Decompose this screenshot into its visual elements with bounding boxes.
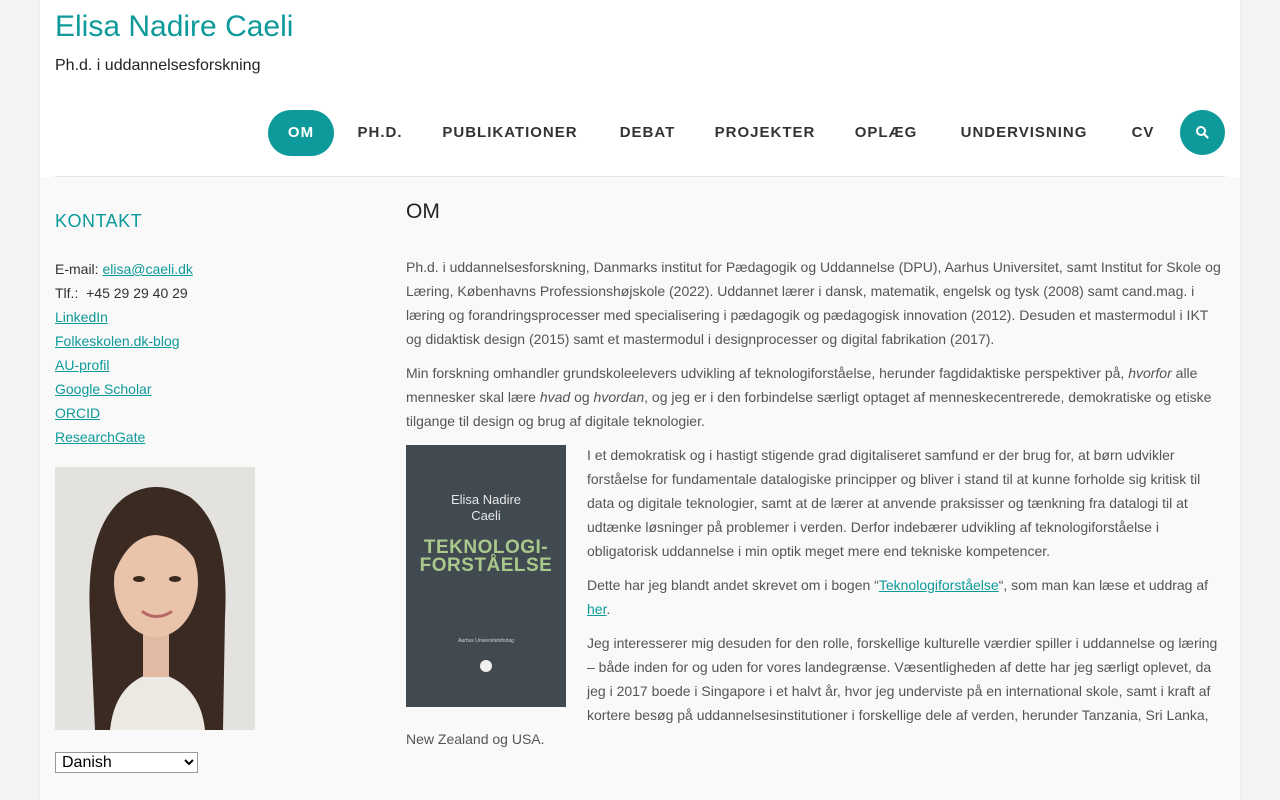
site-description: Ph.d. i uddannelsesforskning	[55, 57, 261, 74]
text-span: Min forskning omhandler grundskoleelevers udvikling af teknologiforståelse, herunder fagdidaktiske perspektiver på,	[406, 365, 1129, 381]
search-button[interactable]	[1180, 110, 1225, 155]
phone-line	[55, 281, 375, 305]
nav-item-phd[interactable]: PH.D.	[357, 124, 403, 141]
email-link[interactable]: elisa@caeli.dk	[102, 261, 193, 277]
book-title-line1: TEKNOLOGI-	[423, 537, 549, 558]
book-title-line2: FORSTÅELSE	[419, 555, 553, 576]
nav-item-publikationer[interactable]: PUBLIKATIONER	[442, 124, 578, 141]
page	[40, 0, 1240, 800]
text-span: alle mennesker skal lære	[406, 365, 1198, 405]
emphasis-hvad: hvad	[539, 389, 571, 405]
nav-item-oplaeg[interactable]: OPLÆG	[854, 124, 918, 141]
page-title: OM	[406, 200, 440, 223]
book-author	[406, 492, 566, 524]
publisher-logo-icon	[480, 660, 492, 672]
emphasis-hvorfor: hvorfor	[1128, 365, 1172, 381]
site-header	[40, 0, 1240, 177]
book-author-line1: Elisa Nadire	[450, 492, 522, 507]
text-span: , og jeg er i den forbindelse særligt optaget af menneskecentrerede, demokratiske og etiske tilgange til design og brug af digitale teknologier.	[406, 389, 1212, 429]
site-title[interactable]: Elisa Nadire Caeli	[55, 10, 294, 43]
phone-label: Tlf.:	[55, 285, 79, 301]
paragraph-culture: Jeg interesserer mig desuden for den rolle, forskellige kulturelle værdier spiller i uddannelse og læring – både inden for og uden for vores landegrænse. Væsentligheden af dette har jeg særligt oplevet, da jeg i 2017 boede i Singapore i et halvt år, hvor jeg underviste på en international skole, samt i kraft af kortere besøg på uddannelsesinstitutioner i forskellige dele af verden, herunder Tanzania, Sri Lanka, New Zealand og USA.	[406, 635, 1218, 747]
book-link[interactable]: Teknologiforståelse	[878, 577, 999, 593]
text-span: og	[570, 389, 594, 405]
contact-widget-title: KONTAKT	[55, 211, 143, 231]
nav-item-cv[interactable]: CV	[1131, 124, 1155, 141]
main-navigation	[40, 110, 1240, 156]
sidebar	[55, 211, 375, 449]
nav-item-projekter[interactable]: PROJEKTER	[714, 124, 816, 141]
search-icon	[1195, 125, 1210, 140]
contact-list	[55, 257, 375, 449]
nav-item-undervisning[interactable]: UNDERVISNING	[960, 124, 1088, 141]
book-cover-image[interactable]	[406, 445, 566, 707]
nav-item-debat[interactable]: DEBAT	[619, 124, 676, 141]
header-divider	[55, 176, 1225, 177]
text-span: Dette har jeg blandt andet skrevet om i bogen “	[587, 577, 879, 593]
email-label: E-mail:	[55, 261, 99, 277]
book-publisher: Aarhus Universitetsforlag	[458, 638, 514, 644]
text-span: .	[606, 601, 611, 617]
researchgate-link[interactable]: ResearchGate	[55, 429, 146, 445]
paragraph-democracy: I et demokratisk og i hastigt stigende grad digitaliseret samfund er der brug for, at børn udvikler forståelse for fundamentale datalogiske principper og bliver i stand til at kunne forholde sig kritisk til data og digitale teknologier, samt at de lærer at anvende praksisser og tænkning fra datalogi til at udtænke løsninger på problemer i verden. Derfor indebærer udvikling af teknologiforståelse i obligatorisk uddannelse i min optik meget mere end tekniske kompetencer.	[587, 447, 1201, 559]
book-author-line2: Caeli	[471, 508, 501, 523]
orcid-link[interactable]: ORCID	[55, 405, 101, 421]
google-scholar-link[interactable]: Google Scholar	[55, 381, 152, 397]
linkedin-link[interactable]: LinkedIn	[55, 309, 108, 325]
portrait-photo	[55, 467, 255, 730]
folkeskolen-blog-link[interactable]: Folkeskolen.dk-blog	[55, 333, 180, 349]
paragraph-research	[406, 361, 1226, 433]
language-select[interactable]	[55, 752, 198, 773]
excerpt-link[interactable]: her	[587, 601, 607, 617]
email-line	[55, 257, 375, 281]
main-content	[406, 200, 1226, 761]
paragraph-education: Ph.d. i uddannelsesforskning, Danmarks institut for Pædagogik og Uddannelse (DPU), Aarhus Universitet, samt Institut for Skole og Læring, Københavns Professionshøjskole (2022). Uddannet lærer i dansk, matematik, engelsk og tysk (2008) samt cand.mag. i læring og forandringsprocesser med specialisering i pædagogik og pædagogisk innovation (2012). Desuden et mastermodul i IKT og didaktisk design (2015) samt et mastermodul i designprocesser og digital fabrikation (2017).	[406, 259, 1221, 347]
au-profile-link[interactable]: AU-profil	[55, 357, 110, 373]
emphasis-hvordan: hvordan	[593, 389, 645, 405]
phone-number: +45 29 29 40 29	[86, 285, 188, 301]
entry-content	[406, 255, 1226, 751]
text-span: “, som man kan læse et uddrag af	[998, 577, 1209, 593]
nav-item-om[interactable]: OM	[268, 110, 334, 156]
